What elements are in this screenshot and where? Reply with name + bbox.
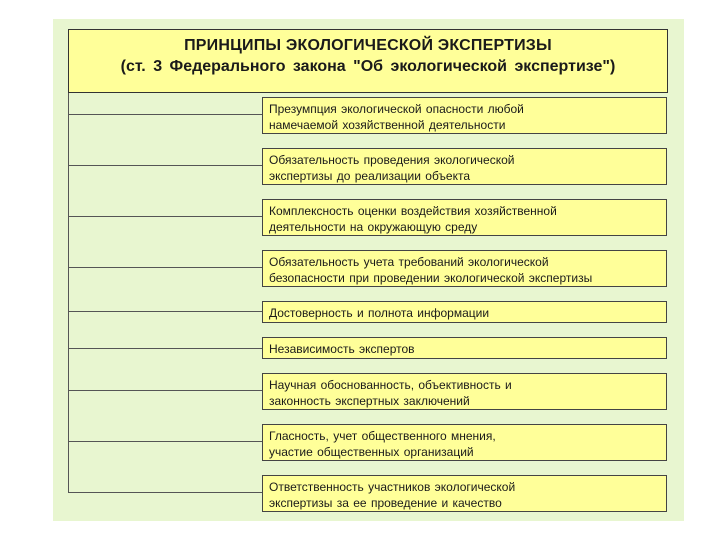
principle-box-3: Комплексность оценки воздействия хозяйственной деятельности на окружающую среду	[262, 199, 667, 236]
principle-box-9: Ответственность участников экологической экспертизы за ее проведение и качество	[262, 475, 667, 512]
diagram-slide	[53, 19, 684, 521]
branch-connector-line	[68, 165, 262, 166]
principle-box-7: Научная обоснованность, объективность и законность экспертных заключений	[262, 373, 667, 410]
branch-connector-line	[68, 390, 262, 391]
branch-connector-line	[68, 492, 262, 493]
principle-box-5: Достоверность и полнота информации	[262, 301, 667, 323]
branch-connector-line	[68, 114, 262, 115]
principle-box-2: Обязательность проведения экологической экспертизы до реализации объекта	[262, 148, 667, 185]
principle-box-4: Обязательность учета требований экологической безопасности при проведении экологической экспертизы	[262, 250, 667, 287]
branch-connector-line	[68, 441, 262, 442]
trunk-connector-line	[68, 93, 69, 493]
title-subheading: (ст. 3 Федерального закона "Об экологической экспертизе")	[120, 58, 616, 75]
principle-box-1: Презумпция экологической опасности любой намечаемой хозяйственной деятельности	[262, 97, 667, 134]
branch-connector-line	[68, 348, 262, 349]
principle-box-8: Гласность, учет общественного мнения, участие общественных организаций	[262, 424, 667, 461]
title-box	[68, 29, 668, 93]
title-heading: ПРИНЦИПЫ ЭКОЛОГИЧЕСКОЙ ЭКСПЕРТИЗЫ	[184, 37, 552, 54]
principle-box-6: Независимость экспертов	[262, 337, 667, 359]
branch-connector-line	[68, 267, 262, 268]
branch-connector-line	[68, 216, 262, 217]
branch-connector-line	[68, 311, 262, 312]
